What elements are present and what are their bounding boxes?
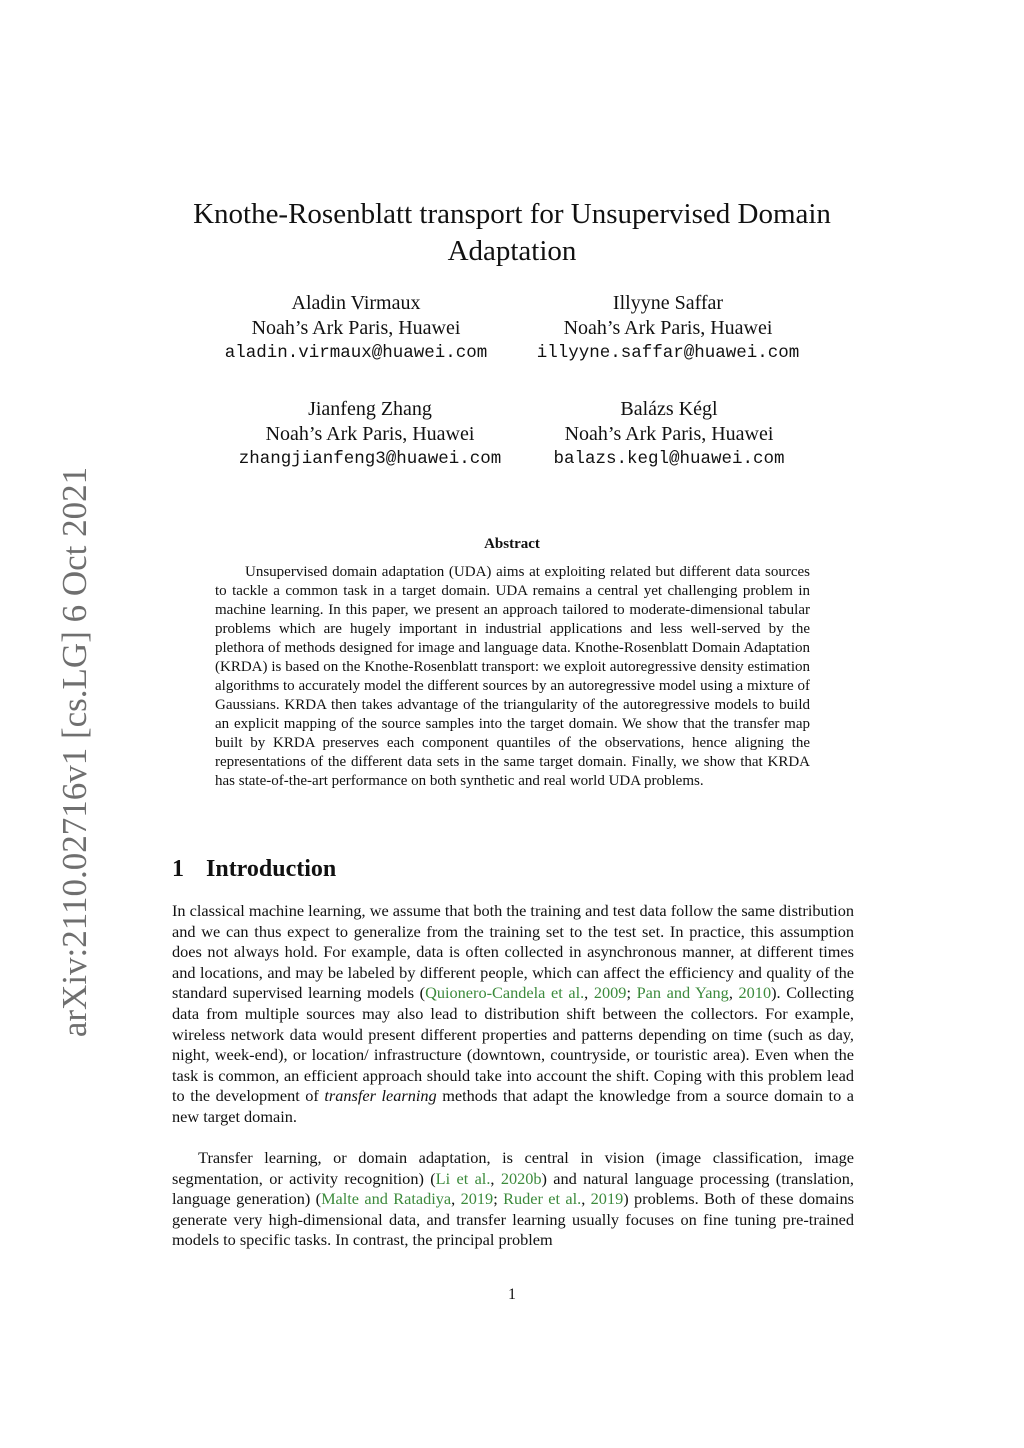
text-run: ; [493,1189,504,1209]
citation-link[interactable]: Pan and Yang [636,983,729,1003]
author-email: illyyne.saffar@huawei.com [536,343,800,363]
text-run: ; [626,983,637,1003]
text-run: , [451,1189,461,1209]
author-email: zhangjianfeng3@huawei.com [238,449,502,469]
abstract-text: Unsupervised domain adaptation (UDA) aims at exploiting related but different data sources to tackle a common task in a target domain. UDA remains a central yet challenging problem in machine learning. In this paper, we present an approach tailored to moderate-dimensional tabular problems which are hugely important in industrial applications and less well-served by the plethora of methods designed for image and language data. Knothe-Rosenblatt Domain Adaptation (KRDA) is based on the Knothe-Rosenblatt transport: we exploit autoregressive density estimation algorithms to accurately model the different sources by an autoregressive model using a mixture of Gaussians. KRDA then takes advantage of the triangularity of the autoregressive models to build an explicit mapping of the source samples into the target domain. We show that the transfer map built by KRDA preserves each component quantiles of the observations, hence aligning the representations of the different data sets in the same target domain. Finally, we show that KRDA has state-of-the-art performance on both synthetic and real world UDA problems. [215,564,810,789]
emphasized-term: transfer learning [324,1086,437,1106]
author-block-4 [499,397,839,472]
citation-link[interactable]: Ruder et al. [503,1189,582,1209]
text-run: ) problems. Both of these domains generate very high-dimensional data, and transfer learning usually focuses on fine tuning pre-trained models to specific tasks. In contrast, the principal problem [172,1189,855,1250]
text-run: , [581,1189,591,1209]
author-name: Aladin Virmaux [291,292,421,314]
text-run: ). Collecting data from multiple sources may also lead to distribution shift between the collectors. For example, wireless network data would present different properties and patterns depending on time (such as day, night, week-end), or location/ infrastructure (downtown, countryside, or touristic area). Even when the task is common, an efficient approach should take into account the shift. Coping with this problem lead to the development of [172,983,855,1106]
text-run: , [584,983,594,1003]
citation-link[interactable]: Quionero-Candela et al. [425,983,585,1003]
intro-paragraph-2 [172,1148,854,1251]
section-heading [172,856,336,883]
citation-link[interactable]: Li et al. [435,1168,491,1188]
intro-paragraph-1 [172,901,854,1128]
author-name: Jianfeng Zhang [308,398,432,420]
citation-year-link[interactable]: 2020b [500,1168,542,1188]
text-run: In classical machine learning, we assume that both the training and test data follow the same distribution and we can thus expect to generalize from the training set to the test set. In practice, this assumption does not always hold. For example, data is often collected in asynchronous manner, at different times and locations, and may be labeled by different people, which can affect the efficiency and quality of the standard supervised learning models ( [172,901,854,1003]
author-block-3 [200,397,540,472]
citation-year-link[interactable]: 2019 [590,1189,624,1209]
author-name: Illyyne Saffar [612,292,724,314]
author-affiliation: Noah’s Ark Paris, Huawei [251,317,461,339]
author-name: Balázs Kégl [620,398,718,420]
author-email: aladin.virmaux@huawei.com [224,343,488,363]
text-run: Transfer learning, or domain adaptation, is central in vision (image classification, image segmentation, or activity recognition) ( [172,1148,854,1188]
arxiv-identifier-stamp: arXiv:2110.02716v1 [cs.LG] 6 Oct 2021 [55,466,94,1038]
author-affiliation: Noah’s Ark Paris, Huawei [563,317,773,339]
text-run: ) and natural language processing (translation, language generation) ( [172,1168,854,1209]
section-number: 1 [172,856,184,882]
author-block-1 [186,291,526,366]
page-number: 1 [508,1286,516,1303]
citation-link[interactable]: Malte and Ratadiya [321,1189,452,1209]
author-affiliation: Noah’s Ark Paris, Huawei [564,423,774,445]
text-run: , [490,1168,501,1188]
citation-year-link[interactable]: 2009 [593,983,627,1003]
paper-title: Knothe-Rosenblatt transport for Unsupervised Domain Adaptation [193,198,831,267]
author-affiliation: Noah’s Ark Paris, Huawei [265,423,475,445]
citation-year-link[interactable]: 2019 [460,1189,494,1209]
text-run: methods that adapt the knowledge from a source domain to a new target domain. [172,1086,854,1126]
abstract-heading: Abstract [484,536,540,552]
author-email: balazs.kegl@huawei.com [553,449,785,469]
author-block-2 [498,291,838,366]
section-title: Introduction [206,856,337,882]
citation-year-link[interactable]: 2010 [738,983,772,1003]
text-run: , [728,983,739,1003]
